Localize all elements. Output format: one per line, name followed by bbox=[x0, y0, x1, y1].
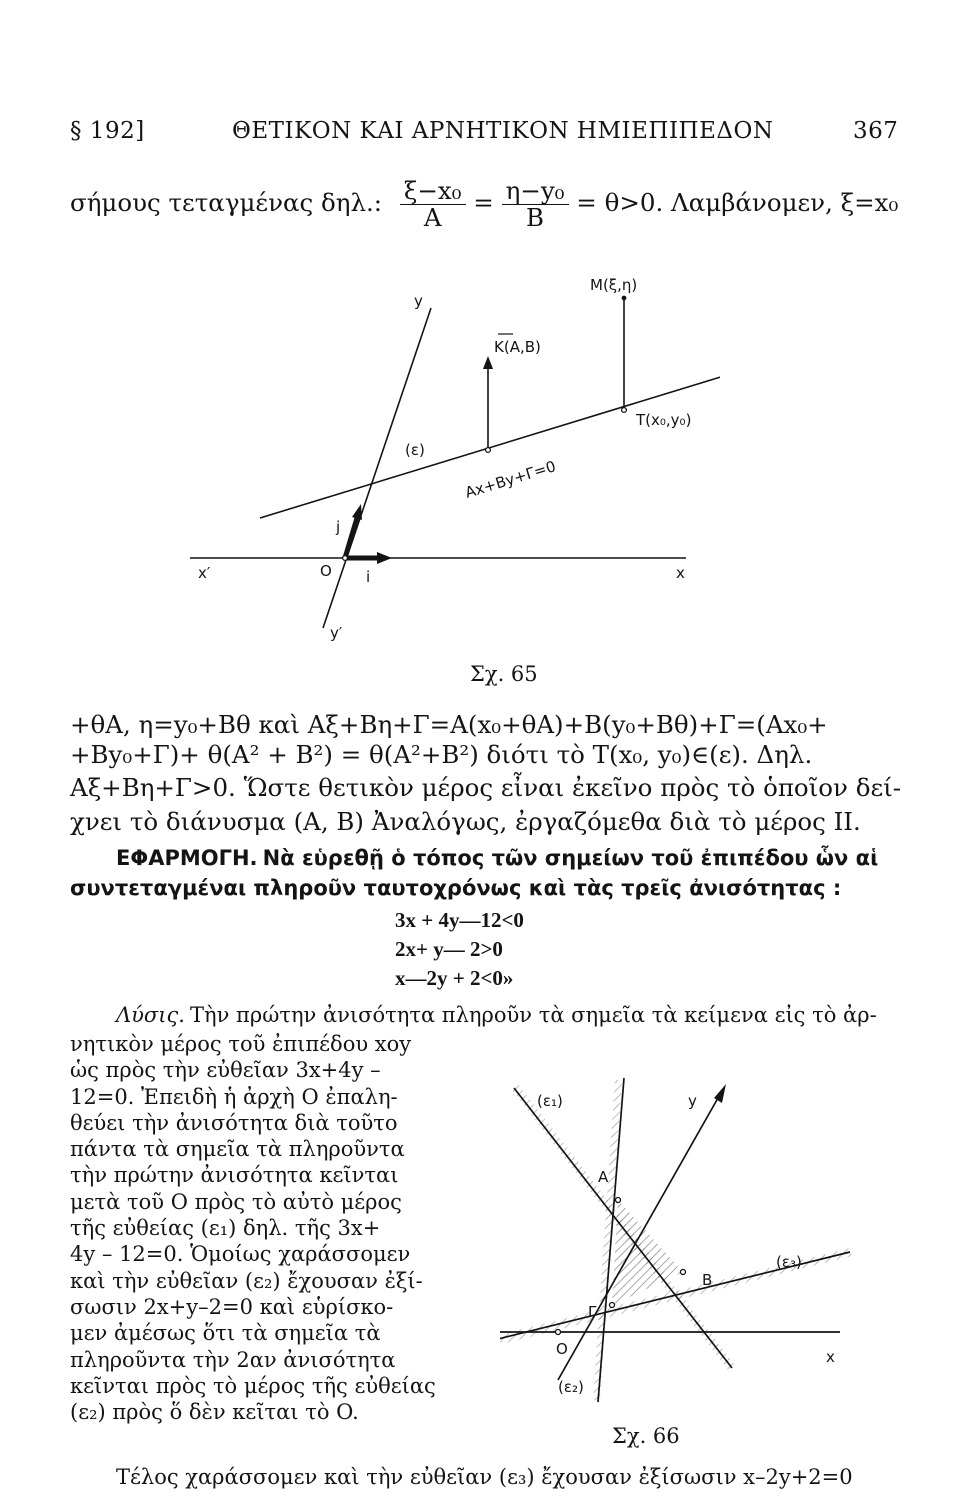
fraction-2 bbox=[502, 178, 569, 231]
label-x-66: x bbox=[826, 1348, 835, 1366]
point-B bbox=[681, 1270, 686, 1275]
solution-line: θεύει τὴν ἀνισότητα διὰ τοῦτο bbox=[70, 1110, 398, 1135]
label-y-prime: y′ bbox=[330, 624, 343, 642]
solution-line: (ε₂) πρὸς ὅ δὲν κεῖται τὸ O. bbox=[70, 1400, 359, 1425]
label-M: M(ξ,η) bbox=[590, 276, 638, 294]
equals-sign: = bbox=[473, 188, 494, 217]
inequality-2: 2x+ y— 2>0 bbox=[395, 937, 503, 961]
inequality-3: x—2y + 2<0» bbox=[395, 966, 514, 990]
solution-line: μεν ἀμέσως ὅτι τὰ σημεῖα τὰ bbox=[70, 1321, 381, 1346]
solution-label: Λύσις. bbox=[116, 1003, 185, 1027]
unit-vector-j-arrowhead bbox=[352, 504, 362, 520]
label-e1: (ε₁) bbox=[537, 1092, 563, 1110]
label-B: B bbox=[702, 1271, 713, 1289]
label-y-66: y bbox=[688, 1092, 697, 1110]
label-e3: (ε₃) bbox=[776, 1253, 802, 1271]
solution-line: 12=0. Ἐπειδὴ ἡ ἀρχὴ O ἐπαλη- bbox=[70, 1084, 398, 1109]
body-line-3: Aξ+Bη+Γ>0. Ὥστε θετικὸν μέρος εἶναι ἐκεῖνο πρὸς τὸ ὁποῖον δεί- bbox=[70, 773, 902, 802]
label-O-66: O bbox=[556, 1340, 568, 1358]
fraction-1-numerator: ξ−x₀ bbox=[400, 178, 466, 205]
y-axis-66 bbox=[558, 1098, 718, 1380]
label-K: K(A,B) bbox=[494, 338, 541, 356]
application-line-2: συντεταγμέναι πληροῦν ταυτοχρόνως καὶ τὰς τρεῖς ἀνισότητας : bbox=[70, 876, 842, 900]
solution-line: καὶ τὴν εὐθεῖαν (ε₂) ἔχουσαν ἐξί- bbox=[70, 1268, 423, 1293]
intro-line bbox=[70, 178, 898, 231]
fraction-2-numerator: η−y₀ bbox=[502, 178, 569, 205]
point-K-base bbox=[486, 448, 491, 453]
page-number: 367 bbox=[853, 118, 899, 144]
figure-66 bbox=[500, 1070, 872, 1440]
label-epsilon: (ε) bbox=[405, 441, 425, 459]
unit-vector-j bbox=[345, 518, 357, 558]
label-y: y bbox=[414, 292, 423, 310]
body-line-4: χνει τὸ διάνυσμα (A, B) Ἀναλόγως, ἐργαζόμεθα διὰ τὸ μέρος II. bbox=[70, 807, 861, 836]
y-axis-66-arrowhead bbox=[714, 1084, 726, 1103]
unit-vector-i-arrowhead bbox=[377, 552, 392, 564]
application-heading: ΕΦΑΡΜΟΓΗ. bbox=[116, 846, 258, 870]
body-line-2: +By₀+Γ)+ θ(A² + B²) = θ(A²+B²) διότι τὸ T(x₀, y₀)∈(ε). Δηλ. bbox=[70, 740, 813, 769]
label-O: O bbox=[320, 562, 332, 580]
body-line-1: +θA, η=y₀+Bθ καὶ Aξ+Bη+Γ=A(x₀+θA)+B(y₀+Bθ)+Γ=(Ax₀+ bbox=[70, 710, 828, 739]
solution-line: τὴν πρώτην ἀνισότητα κεῖνται bbox=[70, 1163, 399, 1188]
label-A: A bbox=[598, 1168, 609, 1186]
point-Gamma bbox=[610, 1303, 615, 1308]
solution-line: ὡς πρὸς τὴν εὐθεῖαν 3x+4y – bbox=[70, 1058, 381, 1083]
solution-line-1 bbox=[116, 1003, 877, 1027]
inequality-1: 3x + 4y—12<0 bbox=[395, 908, 524, 932]
label-e2: (ε₂) bbox=[558, 1378, 584, 1396]
application-line-1 bbox=[116, 846, 878, 870]
fraction-1-denominator: A bbox=[423, 203, 442, 232]
intro-prefix: σήμους τεταγμένας δηλ.: bbox=[70, 188, 383, 217]
point-A bbox=[616, 1198, 621, 1203]
page-title: ΘΕΤΙΚΟΝ ΚΑΙ ΑΡΝΗΤΙΚΟΝ ΗΜΙΕΠΙΠΕΔΟΝ bbox=[232, 118, 774, 144]
solution-line: νητικὸν μέρος τοῦ ἐπιπέδου xoy bbox=[70, 1032, 412, 1056]
solution-left-column bbox=[70, 1031, 436, 1425]
point-M bbox=[622, 296, 627, 301]
figure-65 bbox=[180, 270, 720, 660]
label-i: i bbox=[366, 568, 371, 586]
solution-first-text: Τὴν πρώτην ἀνισότητα πληροῦν τὰ σημεῖα τὰ κείμενα εἰς τὸ ἀρ- bbox=[190, 1003, 877, 1027]
origin-66 bbox=[556, 1330, 561, 1335]
solution-line: πάντα τὰ σημεῖα τὰ πληροῦντα bbox=[70, 1137, 405, 1162]
label-T: T(x₀,y₀) bbox=[636, 411, 692, 429]
label-x-prime: x′ bbox=[198, 564, 211, 582]
fraction-2-denominator: B bbox=[526, 203, 545, 232]
y-axis-line bbox=[323, 308, 431, 628]
solution-line: 4y – 12=0. Ὁμοίως χαράσσομεν bbox=[70, 1242, 411, 1267]
application-text: Νὰ εὑρεθῇ ὁ τόπος τῶν σημείων τοῦ ἐπιπέδου ὧν αἱ bbox=[262, 846, 879, 870]
origin-point bbox=[343, 556, 348, 561]
point-T bbox=[622, 408, 627, 413]
final-line: Τέλος χαράσσομεν καὶ τὴν εὐθεῖαν (ε₃) ἔχουσαν ἐξίσωσιν x–2y+2=0 bbox=[116, 1465, 853, 1489]
solution-line: πληροῦντα τὴν 2αν ἀνισότητα bbox=[70, 1347, 396, 1372]
solution-line: τῆς εὐθείας (ε₁) δηλ. τῆς 3x+ bbox=[70, 1216, 381, 1241]
solution-line: σωσιν 2x+y–2=0 καὶ εὑρίσκο- bbox=[70, 1294, 394, 1319]
solution-line: κεῖνται πρὸς τὸ μέρος τῆς εὐθείας bbox=[70, 1373, 436, 1398]
figure-65-caption: Σχ. 65 bbox=[470, 662, 538, 686]
solution-line: μετὰ τοῦ O πρὸς τὸ αὐτὸ μέρος bbox=[70, 1189, 402, 1214]
vector-K-arrowhead bbox=[483, 356, 493, 369]
label-x: x bbox=[676, 564, 685, 582]
section-marker: § 192] bbox=[70, 118, 145, 144]
fraction-1 bbox=[400, 178, 466, 231]
figure-66-caption: Σχ. 66 bbox=[612, 1424, 680, 1448]
label-j: j bbox=[336, 518, 341, 536]
line-epsilon bbox=[260, 368, 720, 518]
label-line-equation: Ax+By+Γ=0 bbox=[462, 457, 558, 502]
intro-suffix: = θ>0. Λαμβάνομεν, ξ=x₀ bbox=[576, 188, 899, 217]
label-Gamma: Γ bbox=[588, 1303, 597, 1321]
